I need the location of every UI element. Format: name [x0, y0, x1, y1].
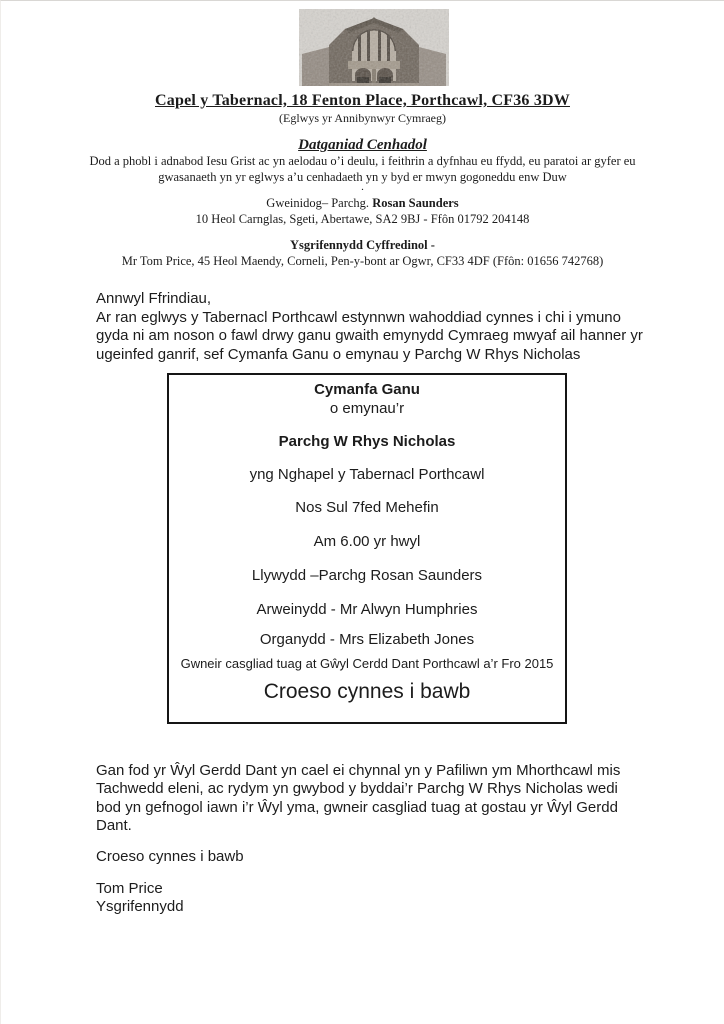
event-hymnist: Parchg W Rhys Nicholas: [278, 433, 456, 450]
intro-line: ugeinfed ganrif, sef Cymanfa Ganu o emynau y Parchg W Rhys Nicholas: [96, 345, 581, 363]
intro-paragraph: [96, 290, 671, 364]
event-date: Nos Sul 7fed Mehefin: [295, 499, 439, 516]
secretary-block: [1, 238, 724, 269]
minister-block: [1, 196, 724, 227]
minister-address: 10 Heol Carnglas, Sgeti, Abertawe, SA2 9BJ - Ffôn 01792 204148: [195, 211, 530, 226]
closing-welcome: Croeso cynnes i bawb: [96, 848, 244, 865]
salutation: Annwyl Ffrindiau,: [96, 290, 212, 307]
chapel-facade-photo: [299, 9, 449, 86]
minister-name: Rosan Saunders: [372, 196, 459, 210]
intro-line: gyda ni am noson o fawl drwy ganu gwaith emynydd Cymraeg mwyaf ail hanner yr: [96, 327, 643, 344]
minister-line: [1, 196, 724, 212]
closing-line: Gan fod yr Ŵyl Gerdd Dant yn cael ei chynnal yn y Pafiliwn ym Mhorthcawl mis: [96, 762, 621, 779]
event-title: Cymanfa Ganu: [314, 381, 420, 398]
event-venue: yng Nghapel y Tabernacl Porthcawl: [249, 466, 485, 483]
mission-line: Dod a phobl i adnabod Iesu Grist ac yn aelodau o’i deulu, i feithrin a dyfnhau eu ffydd, eu paratoi ar gyfer eu: [89, 154, 636, 168]
page-subtitle: (Eglwys yr Annibynwyr Cymraeg): [279, 111, 446, 125]
secretary-heading: Ysgrifennydd Cyffredinol -: [290, 238, 435, 252]
event-conductor: Arweinydd - Mr Alwyn Humphries: [256, 601, 478, 618]
mission-heading: Datganiad Cenhadol: [298, 137, 427, 153]
intro-line: Ar ran eglwys y Tabernacl Porthcawl estynnwn wahoddiad cynnes i chi i ymuno: [96, 308, 621, 326]
closing-line: bod yn gefnogol iawn i’r Ŵyl yma, gwneir casgliad tuag at gostau yr Ŵyl Gerdd: [96, 798, 618, 816]
closing-line: Dant.: [96, 816, 132, 834]
minister-label: Gweinidog– Parchg.: [266, 196, 373, 210]
event-president: Llywydd –Parchg Rosan Saunders: [251, 567, 483, 584]
signature-block: [96, 880, 671, 915]
event-subtitle: o emynau’r: [329, 400, 405, 417]
closing-paragraph: [96, 762, 671, 835]
event-welcome: Croeso cynnes i bawb: [263, 680, 471, 703]
signature-name: Tom Price: [96, 880, 163, 897]
page-title: Capel y Tabernacl, 18 Fenton Place, Porthcawl, CF36 3DW: [155, 92, 570, 109]
separator-dot: .: [361, 181, 364, 193]
closing-line: Tachwedd eleni, ac rydym yn gwybod y byddai’r Parchg W Rhys Nicholas wedi: [96, 780, 618, 798]
secretary-address: Mr Tom Price, 45 Heol Maendy, Corneli, Pen-y-bont ar Ogwr, CF33 4DF (Ffôn: 01656 742768): [121, 253, 604, 268]
signature-role: Ysgrifennydd: [96, 897, 184, 915]
event-notice-box: [167, 373, 567, 724]
mission-line: gwasanaeth yn yr eglwys a’u cenhadaeth yn y byd er mwyn gogoneddu enw Duw: [158, 169, 567, 184]
event-time: Am 6.00 yr hwyl: [313, 533, 421, 550]
event-organist: Organydd - Mrs Elizabeth Jones: [259, 631, 475, 648]
collection-note: Gwneir casgliad tuag at Gŵyl Cerdd Dant Porthcawl a’r Fro 2015: [180, 656, 554, 671]
